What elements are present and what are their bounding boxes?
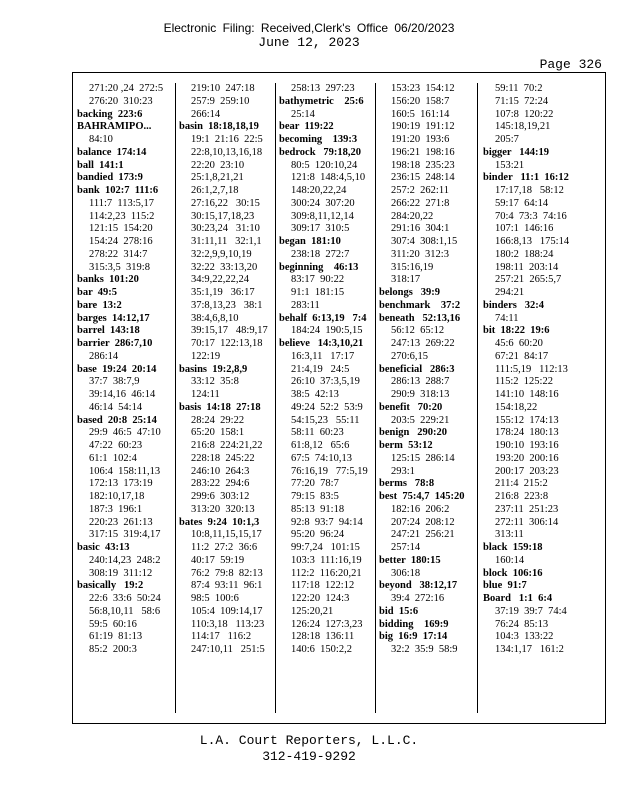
index-reference: 76:16,19 77:5,19: [291, 465, 368, 477]
index-column-1: [77, 83, 173, 657]
index-reference: 311:20 312:3: [391, 248, 449, 260]
index-reference: 56:8,10,11 58:6: [89, 605, 161, 617]
index-reference: 32:2 35:9 58:9: [391, 644, 458, 655]
index-reference: 318:17: [391, 274, 421, 286]
index-term: binder 11:1 16:12: [483, 172, 569, 184]
index-reference: 76:24 85:13: [495, 618, 549, 630]
index-reference: 112:2 116:20,21: [291, 567, 362, 579]
index-reference: 30:15,17,18,23: [191, 210, 255, 222]
index-reference: 91:1 181:15: [291, 287, 345, 298]
index-reference: 71:15 72:24: [495, 95, 549, 107]
index-term: bidding 169:9: [379, 618, 449, 630]
index-term: bandied 173:9: [77, 172, 143, 184]
index-reference: 266:14: [191, 108, 221, 120]
index-reference: 205:7: [495, 134, 519, 145]
index-term: balance 174:14: [77, 146, 147, 158]
index-reference: 32:2,9,9,10,19: [191, 248, 252, 260]
index-reference: 77:20 78:7: [291, 478, 339, 490]
index-reference: 117:18 122:12: [291, 580, 355, 592]
index-reference: 46:14 54:14: [89, 401, 143, 413]
index-term: Board 1:1 6:4: [483, 593, 553, 604]
page-number: Page 326: [539, 57, 602, 72]
index-term: bar 49:5: [77, 287, 118, 298]
index-reference: 11:2 27:2 36:6: [191, 542, 258, 553]
index-reference: 114:2,23 115:2: [89, 210, 155, 222]
index-reference: 39:4 272:16: [391, 593, 445, 604]
index-term: bates 9:24 10:1,3: [179, 516, 260, 528]
index-reference: 83:17 90:22: [291, 274, 345, 286]
index-frame: [72, 72, 606, 724]
index-term: benign 290:20: [379, 427, 447, 439]
index-reference: 190:10 193:16: [495, 440, 559, 451]
index-reference: 283:11: [291, 299, 320, 311]
index-reference: 309:17 310:5: [291, 223, 350, 235]
index-reference: 284:20,22: [391, 210, 434, 222]
index-reference: 238:18 272:7: [291, 248, 350, 260]
index-reference: 247:10,11 251:5: [191, 644, 265, 655]
index-reference: 216:8 224:21,22: [191, 440, 263, 451]
index-reference: 309:8,11,12,14: [291, 210, 354, 222]
index-reference: 125:20,21: [291, 605, 334, 617]
index-reference: 153:21: [495, 159, 525, 171]
index-reference: 103:3 111:16,19: [291, 554, 362, 566]
index-reference: 61:1 102:4: [89, 452, 137, 464]
index-reference: 160:14: [495, 554, 525, 566]
index-reference: 236:15 248:14: [391, 172, 455, 184]
index-reference: 54:15,23 55:11: [291, 414, 360, 426]
index-term: benchmark 37:2: [379, 299, 461, 311]
index-reference: 80:5 120:10,24: [291, 159, 358, 171]
index-reference: 111:7 113:5,17: [89, 197, 155, 209]
index-reference: 95:20 96:24: [291, 529, 345, 541]
index-reference: 182:16 206:2: [391, 503, 450, 515]
index-reference: 155:12 174:13: [495, 414, 559, 426]
index-term: best 75:4,7 145:20: [379, 491, 465, 502]
index-term: bigger 144:19: [483, 146, 550, 158]
index-reference: 26:1,2,7,18: [191, 185, 239, 196]
index-term: ball 141:1: [77, 159, 124, 171]
index-reference: 247:13 269:22: [391, 338, 455, 349]
index-term: barrel 143:18: [77, 325, 140, 337]
column-divider: [375, 83, 376, 713]
index-reference: 272:11 306:14: [495, 516, 559, 528]
index-reference: 39:15,17 48:9,17: [191, 325, 268, 337]
index-term: basically 19:2: [77, 580, 144, 592]
column-divider: [477, 83, 478, 713]
index-reference: 207:24 208:12: [391, 516, 455, 528]
index-reference: 22:8,10,13,16,18: [191, 146, 263, 158]
index-reference: 219:10 247:18: [191, 83, 255, 94]
index-reference: 172:13 173:19: [89, 478, 153, 490]
index-term: beneficial 286:3: [379, 363, 455, 375]
index-reference: 246:10 264:3: [191, 465, 250, 477]
index-reference: 145:18,19,21: [495, 121, 551, 133]
index-reference: 211:4 215:2: [495, 478, 548, 490]
index-term: bear 119:22: [279, 121, 334, 133]
index-reference: 67:21 84:17: [495, 350, 549, 362]
index-reference: 115:2 125:22: [495, 376, 553, 388]
index-term: barges 14:12,17: [77, 312, 150, 324]
index-reference: 193:20 200:16: [495, 452, 559, 464]
index-reference: 49:24 52:2 53:9: [291, 401, 363, 413]
index-reference: 220:23 261:13: [89, 516, 153, 528]
index-reference: 270:6,15: [391, 350, 429, 362]
index-reference: 105:4 109:14,17: [191, 605, 263, 617]
index-reference: 257:2 262:11: [391, 185, 449, 196]
index-reference: 317:15 319:4,17: [89, 529, 161, 541]
index-reference: 25:14: [291, 108, 315, 120]
filing-stamp: Electronic Filing: Received,Clerk's Office 06/20/2023: [163, 21, 455, 35]
index-reference: 128:18 136:11: [291, 631, 355, 643]
index-term: beneath 52:13,16: [379, 312, 461, 324]
index-term: base 19:24 20:14: [77, 363, 157, 375]
index-reference: 26:10 37:3,5,19: [291, 376, 360, 388]
index-reference: 59:11 70:2: [495, 83, 543, 94]
index-reference: 166:8,13 175:14: [495, 236, 570, 247]
index-term: berms 78:8: [379, 478, 435, 490]
index-reference: 286:13 288:7: [391, 376, 450, 388]
index-reference: 299:6 303:12: [191, 491, 250, 502]
index-term: believe 14:3,10,21: [279, 338, 364, 349]
index-reference: 85:2 200:3: [89, 644, 137, 655]
index-term: basins 19:2,8,9: [179, 363, 248, 375]
page-footer: [0, 733, 618, 765]
index-reference: 247:21 256:21: [391, 529, 455, 541]
index-reference: 278:22 314:7: [89, 248, 148, 260]
index-reference: 87:4 93:11 96:1: [191, 580, 263, 592]
reporter-company: L.A. Court Reporters, L.L.C.: [199, 733, 419, 748]
index-reference: 291:16 304:1: [391, 223, 450, 235]
index-reference: 76:2 79:8 82:13: [191, 567, 263, 579]
index-reference: 35:1,19 36:17: [191, 287, 255, 298]
index-reference: 16:3,11 17:17: [291, 350, 355, 362]
index-reference: 286:14: [89, 350, 119, 362]
index-reference: 37:8,13,23 38:1: [191, 299, 263, 311]
reporter-phone: 312-419-9292: [262, 749, 356, 764]
index-reference: 315:16,19: [391, 261, 434, 273]
index-reference: 17:17,18 58:12: [495, 185, 564, 196]
column-divider: [275, 83, 276, 713]
index-reference: 70:17 122:13,18: [191, 338, 263, 349]
index-reference: 27:16,22 30:15: [191, 197, 260, 209]
index-reference: 29:9 46:5 47:10: [89, 427, 161, 439]
index-reference: 300:24 307:20: [291, 197, 355, 209]
index-term: basic 43:13: [77, 542, 130, 553]
index-reference: 61:19 81:13: [89, 631, 143, 643]
index-term: bank 102:7 111:6: [77, 185, 159, 196]
index-reference: 33:12 35:8: [191, 376, 239, 388]
index-reference: 141:10 148:16: [495, 389, 559, 400]
index-reference: 153:23 154:12: [391, 83, 455, 94]
index-reference: 25:1,8,21,21: [191, 172, 244, 184]
index-column-4: [379, 83, 475, 657]
index-reference: 84:10: [89, 134, 113, 145]
index-reference: 180:2 188:24: [495, 248, 554, 260]
index-term: behalf 6:13,19 7:4: [279, 312, 367, 324]
index-reference: 30:23,24 31:10: [191, 223, 260, 235]
index-reference: 237:11 251:23: [495, 503, 559, 515]
index-reference: 290:9 318:13: [391, 389, 450, 400]
index-reference: 293:1: [391, 465, 415, 477]
index-reference: 125:15 286:14: [391, 452, 455, 464]
index-reference: 121:8 148:4,5,10: [291, 172, 366, 184]
index-column-3: [279, 83, 375, 657]
index-reference: 148:20,22,24: [291, 185, 347, 196]
index-reference: 45:6 60:20: [495, 338, 543, 349]
index-reference: 107:1 146:16: [495, 223, 554, 235]
index-reference: 313:11: [495, 529, 524, 541]
index-reference: 37:19 39:7 74:4: [495, 605, 567, 617]
index-reference: 19:1 21:16 22:5: [191, 134, 263, 145]
index-reference: 156:20 158:7: [391, 95, 450, 107]
index-term: basin 18:18,18,19: [179, 121, 259, 133]
index-reference: 124:11: [191, 389, 220, 400]
index-reference: 47:22 60:23: [89, 440, 143, 451]
index-reference: 203:5 229:21: [391, 414, 450, 426]
index-reference: 198:18 235:23: [391, 159, 455, 171]
index-reference: 28:24 29:22: [191, 414, 245, 426]
index-term: bedrock 79:18,20: [279, 146, 362, 158]
index-term: backing 223:6: [77, 108, 143, 120]
index-reference: 200:17 203:23: [495, 465, 559, 477]
index-reference: 154:18,22: [495, 401, 538, 413]
index-reference: 65:20 158:1: [191, 427, 245, 439]
index-reference: 122:19: [191, 350, 221, 362]
index-reference: 110:3,18 113:23: [191, 618, 265, 630]
index-reference: 58:11 60:23: [291, 427, 344, 439]
index-reference: 107:8 120:22: [495, 108, 554, 120]
index-reference: 39:14,16 46:14: [89, 389, 156, 400]
index-term: based 20:8 25:14: [77, 414, 157, 426]
index-reference: 154:24 278:16: [89, 236, 153, 247]
transcript-date: June 12, 2023: [258, 35, 360, 50]
index-reference: 182:10,17,18: [89, 491, 145, 502]
index-reference: 308:19 311:12: [89, 567, 153, 579]
index-reference: 187:3 196:1: [89, 503, 143, 515]
index-term: began 181:10: [279, 236, 341, 247]
index-reference: 126:24 127:3,23: [291, 618, 363, 630]
index-reference: 134:1,17 161:2: [495, 644, 564, 655]
index-column-2: [179, 83, 275, 657]
index-reference: 98:5 100:6: [191, 593, 239, 604]
index-reference: 190:19 191:12: [391, 121, 455, 133]
index-reference: 315:3,5 319:8: [89, 261, 150, 273]
index-reference: 61:8,12 65:6: [291, 440, 350, 451]
index-reference: 74:11: [495, 312, 519, 324]
index-reference: 257:21 265:5,7: [495, 274, 562, 286]
index-reference: 160:5 161:14: [391, 108, 450, 120]
index-reference: 178:24 180:13: [495, 427, 559, 439]
index-reference: 92:8 93:7 94:14: [291, 516, 363, 528]
index-term: benefit 70:20: [379, 401, 443, 413]
index-term: barrier 286:7,10: [77, 338, 153, 349]
index-term: BAHRAMIPO...: [77, 121, 152, 133]
index-reference: 294:21: [495, 287, 525, 298]
index-term: binders 32:4: [483, 299, 544, 311]
index-reference: 283:22 294:6: [191, 478, 250, 490]
column-divider: [175, 83, 176, 713]
index-term: berm 53:12: [379, 440, 433, 451]
index-term: banks 101:20: [77, 274, 139, 286]
index-reference: 228:18 245:22: [191, 452, 255, 464]
index-term: better 180:15: [379, 554, 441, 566]
index-reference: 313:20 320:13: [191, 503, 255, 515]
index-reference: 34:9,22,22,24: [191, 274, 250, 286]
index-reference: 111:5,19 112:13: [495, 363, 568, 375]
index-reference: 10:8,11,15,15,17: [191, 529, 262, 541]
index-reference: 70:4 73:3 74:16: [495, 210, 567, 222]
index-reference: 79:15 83:5: [291, 491, 339, 502]
index-reference: 22:20 23:10: [191, 159, 245, 171]
index-reference: 67:5 74:10,13: [291, 452, 352, 464]
index-term: big 16:9 17:14: [379, 631, 448, 643]
index-reference: 85:13 91:18: [291, 503, 345, 515]
index-reference: 240:14,23 248:2: [89, 554, 161, 566]
index-reference: 32:22 33:13,20: [191, 261, 258, 273]
index-term: belongs 39:9: [379, 287, 440, 298]
index-term: becoming 139:3: [279, 134, 358, 145]
index-reference: 276:20 310:23: [89, 95, 153, 107]
index-reference: 271:20 ,24 272:5: [89, 83, 164, 94]
index-term: bit 18:22 19:6: [483, 325, 550, 337]
index-reference: 257:9 259:10: [191, 95, 250, 107]
index-reference: 257:14: [391, 542, 421, 553]
index-reference: 196:21 198:16: [391, 146, 455, 158]
index-reference: 59:5 60:16: [89, 618, 137, 630]
index-reference: 258:13 297:23: [291, 83, 355, 94]
index-reference: 114:17 116:2: [191, 631, 252, 643]
index-term: basis 14:18 27:18: [179, 401, 261, 413]
index-term: bid 15:6: [379, 605, 419, 617]
index-reference: 59:17 64:14: [495, 197, 549, 209]
index-reference: 38:4,6,8,10: [191, 312, 239, 324]
index-reference: 266:22 271:8: [391, 197, 450, 209]
index-reference: 140:6 150:2,2: [291, 644, 352, 655]
index-reference: 22:6 33:6 50:24: [89, 593, 161, 604]
index-reference: 38:5 42:13: [291, 389, 339, 400]
index-reference: 216:8 223:8: [495, 491, 549, 502]
index-term: beyond 38:12,17: [379, 580, 458, 592]
index-reference: 37:7 38:7,9: [89, 376, 140, 388]
index-reference: 56:12 65:12: [391, 325, 445, 337]
index-reference: 104:3 133:22: [495, 631, 554, 643]
index-term: blue 91:7: [483, 580, 527, 592]
index-reference: 121:15 154:20: [89, 223, 153, 235]
index-reference: 307:4 308:1,15: [391, 236, 458, 247]
index-reference: 106:4 158:11,13: [89, 465, 161, 477]
index-reference: 191:20 193:6: [391, 134, 450, 145]
index-term: bathymetric 25:6: [279, 95, 364, 107]
index-reference: 99:7,24 101:15: [291, 542, 360, 553]
index-term: beginning 46:13: [279, 261, 359, 273]
index-term: block 106:16: [483, 567, 543, 579]
index-term: black 159:18: [483, 542, 543, 553]
index-reference: 21:4,19 24:5: [291, 363, 350, 375]
index-reference: 198:11 203:14: [495, 261, 559, 273]
index-term: bare 13:2: [77, 299, 122, 311]
index-reference: 306:18: [391, 567, 421, 579]
index-column-5: [483, 83, 579, 657]
index-reference: 122:20 124:3: [291, 593, 350, 604]
index-reference: 31:11,11 32:1,1: [191, 236, 262, 247]
index-reference: 184:24 190:5,15: [291, 325, 363, 337]
index-reference: 40:17 59:19: [191, 554, 245, 566]
